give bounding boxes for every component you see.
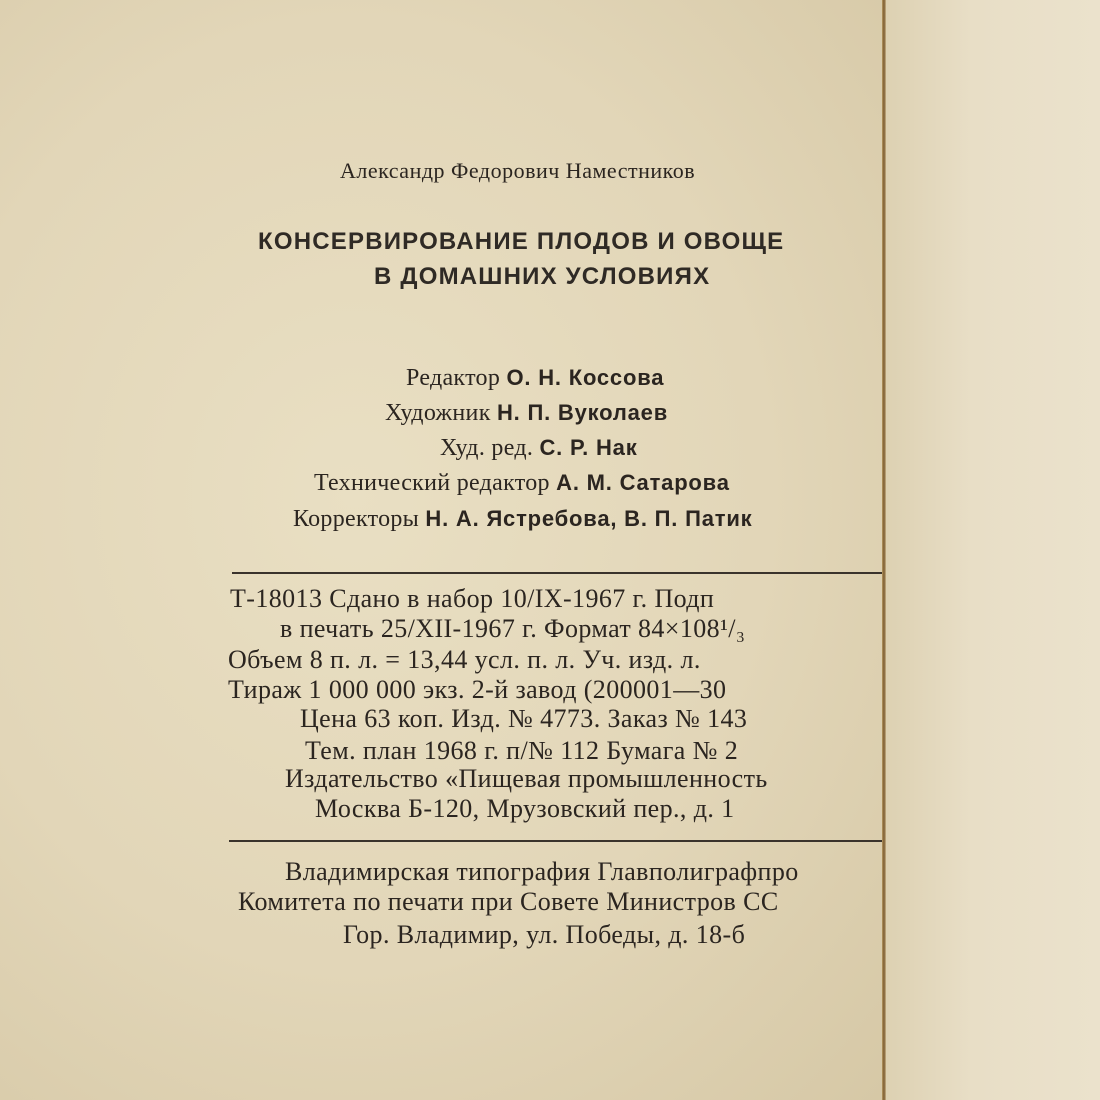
credit-name: О. Н. Коссова xyxy=(506,365,665,390)
printer-line: Комитета по печати при Совете Министров СС xyxy=(238,887,779,916)
credit-technical-editor xyxy=(314,470,730,497)
author-name: Александр Федорович Наместников xyxy=(340,158,696,183)
credit-art-editor xyxy=(440,435,638,462)
imprint-line: в печать 25/XII-1967 г. Формат 84×108¹/₃ xyxy=(280,614,746,643)
credit-role: Технический редактор xyxy=(314,470,550,496)
credit-artist xyxy=(385,400,668,427)
imprint-line: Цена 63 коп. Изд. № 4773. Заказ № 143 xyxy=(300,704,748,733)
imprint-line: Москва Б-120, Мрузовский пер., д. 1 xyxy=(315,794,735,823)
printer-line: Гор. Владимир, ул. Победы, д. 18-б xyxy=(343,920,746,949)
imprint-line: Тираж 1 000 000 экз. 2-й завод (200001—30 xyxy=(228,675,727,704)
book-title-line-2: В ДОМАШНИХ УСЛОВИЯХ xyxy=(374,263,711,290)
credit-editor xyxy=(406,365,664,392)
credit-name: А. М. Сатарова xyxy=(556,470,730,495)
imprint-line: Объем 8 п. л. = 13,44 усл. п. л. Уч. изд. л. xyxy=(228,645,701,674)
adjacent-blank-page xyxy=(886,0,1100,1100)
credit-role: Худ. ред. xyxy=(440,435,534,461)
printer-line: Владимирская типография Главполиграфпро xyxy=(285,857,799,886)
divider-rule xyxy=(229,840,885,842)
credit-proofreaders xyxy=(293,506,752,533)
book-title-line-1: КОНСЕРВИРОВАНИЕ ПЛОДОВ И ОВОЩЕ xyxy=(258,228,785,255)
imprint-line: Издательство «Пищевая промышленность xyxy=(285,764,768,793)
credit-name: С. Р. Нак xyxy=(539,435,638,460)
divider-rule xyxy=(232,572,885,574)
credit-name: Н. А. Ястребова, В. П. Патик xyxy=(425,506,753,531)
credit-role: Редактор xyxy=(406,365,501,391)
credit-role: Художник xyxy=(385,400,491,426)
credit-name: Н. П. Вуколаев xyxy=(496,400,669,425)
credit-role: Корректоры xyxy=(293,506,420,532)
imprint-line: Т-18013 Сдано в набор 10/IX-1967 г. Подп xyxy=(230,584,715,613)
imprint-line: Тем. план 1968 г. п/№ 112 Бумага № 2 xyxy=(305,736,739,765)
